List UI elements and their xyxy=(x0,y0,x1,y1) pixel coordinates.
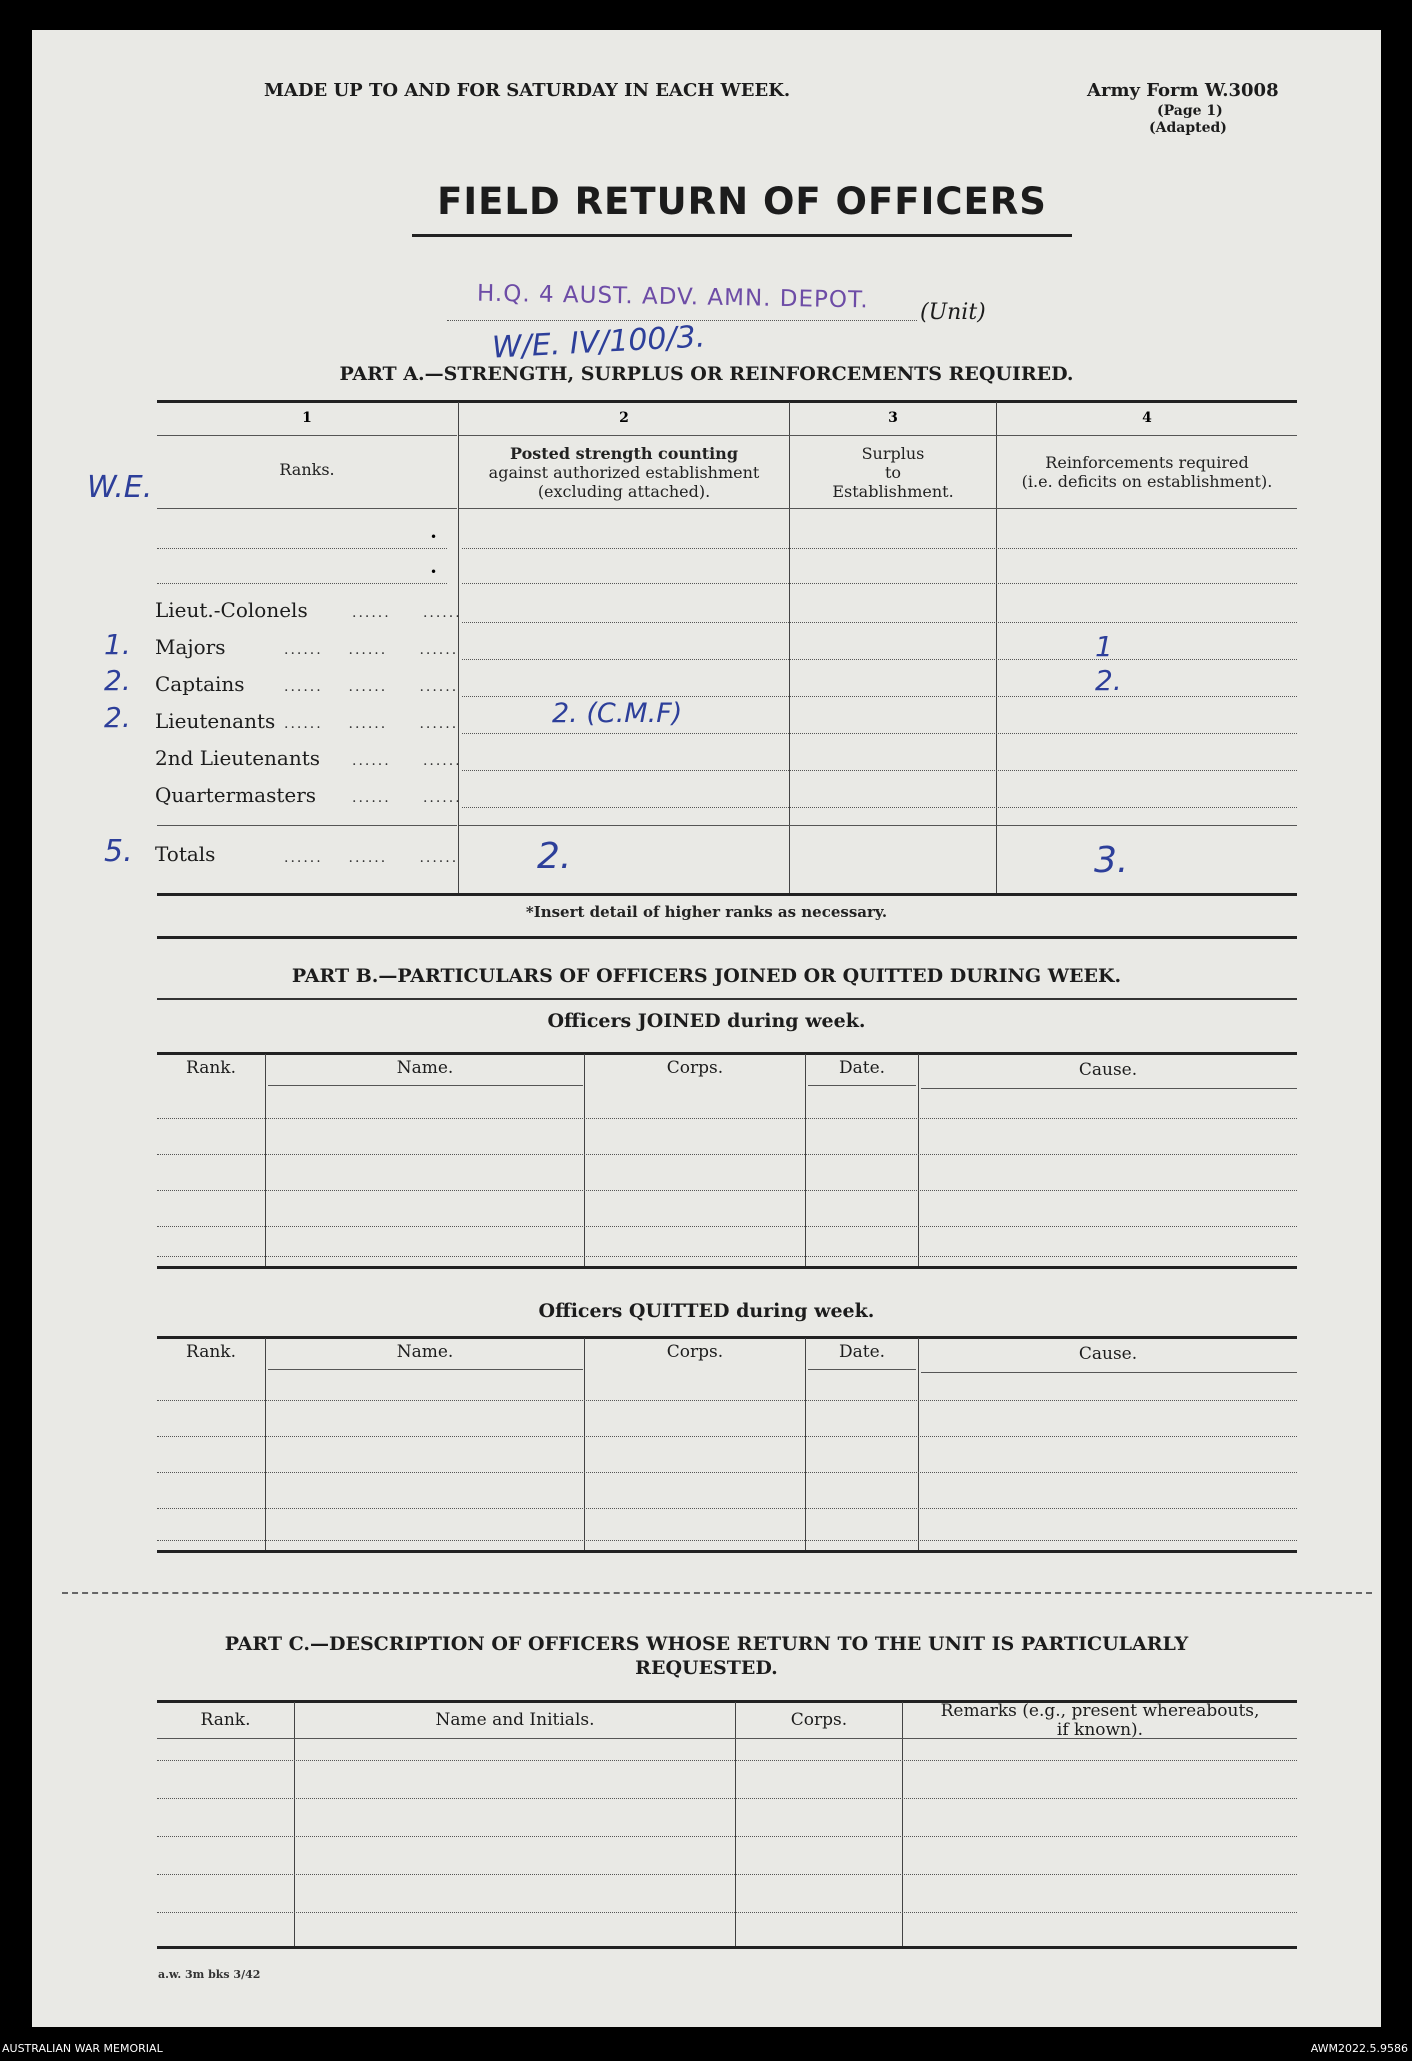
print-code: a.w. 3m bks 3/42 xyxy=(158,1968,261,1981)
col-reinforcements-header: Reinforcements required (i.e. deficits on establishment). xyxy=(1021,453,1273,491)
unit-label: (Unit) xyxy=(920,300,986,325)
archive-footer xyxy=(0,2038,1412,2061)
joined-row xyxy=(157,1118,1297,1119)
row-dotted-line xyxy=(462,622,1297,623)
header-rule xyxy=(459,508,1297,509)
quitted-row xyxy=(157,1472,1297,1473)
quitted-col-name: Name. xyxy=(396,1342,454,1362)
leader-dots: ...... ...... ...... xyxy=(284,642,459,658)
part-b-top-rule xyxy=(157,936,1297,939)
part-a-bottom-rule xyxy=(157,893,1297,896)
row-dotted-line xyxy=(462,733,1297,734)
page-number: (Page 1) xyxy=(1157,103,1223,119)
joined-col-divider xyxy=(918,1054,919,1266)
we-lieutenants: 2. xyxy=(104,701,131,734)
quitted-header-rule xyxy=(921,1372,1297,1373)
col-surplus-header: Surplus to Establishment. xyxy=(832,444,954,501)
joined-header-rule xyxy=(268,1085,583,1086)
part-c-bottom-rule xyxy=(157,1946,1297,1949)
rank-2nd-lieutenants: 2nd Lieutenants xyxy=(155,746,321,770)
row-dotted-line xyxy=(462,770,1297,771)
perforation-line xyxy=(62,1592,1372,1594)
footer-accession-number: AWM2022.5.9586 xyxy=(1310,2042,1408,2055)
col-number-1: 1 xyxy=(302,410,312,426)
quitted-col-corps: Corps. xyxy=(666,1342,724,1362)
part-c-heading: PART C.—DESCRIPTION OF OFFICERS WHOSE RETURN TO THE UNIT IS PARTICULARLY REQUESTED. xyxy=(224,1633,1189,1679)
part-a-footnote: *Insert detail of higher ranks as necessary. xyxy=(525,903,888,921)
we-margin-note: W.E. xyxy=(87,470,153,505)
we-totals: 5. xyxy=(104,834,133,869)
part-c-row xyxy=(157,1912,1297,1913)
reinf-majors: 1 xyxy=(1095,630,1113,663)
quitted-top-rule xyxy=(157,1336,1297,1339)
joined-title: Officers JOINED during week. xyxy=(547,1010,866,1032)
joined-col-rank: Rank. xyxy=(186,1058,236,1078)
col-ranks-header: Ranks. xyxy=(279,460,335,479)
leader-dots: ...... ...... ...... xyxy=(284,850,459,866)
part-c-row xyxy=(157,1836,1297,1837)
joined-row xyxy=(157,1154,1297,1155)
col-number-rule xyxy=(459,435,1297,436)
part-c-col-remarks: Remarks (e.g., present whereabouts, if known). xyxy=(940,1701,1260,1740)
joined-header-rule xyxy=(921,1088,1297,1089)
joined-col-name: Name. xyxy=(396,1058,454,1078)
joined-row xyxy=(157,1256,1297,1257)
joined-header-rule xyxy=(808,1085,916,1086)
quitted-row xyxy=(157,1540,1297,1541)
made-up-text: MADE UP TO AND FOR SATURDAY IN EACH WEEK. xyxy=(264,80,791,101)
leader-dots: ...... ...... ...... xyxy=(284,679,459,695)
joined-col-divider xyxy=(265,1054,266,1266)
rank-lieut-colonels: Lieut.-Colonels xyxy=(155,598,308,622)
quitted-col-divider xyxy=(584,1338,585,1550)
joined-col-cause: Cause. xyxy=(1078,1060,1138,1080)
header-rule xyxy=(157,508,457,509)
col-posted-header: Posted strength counting against authorized establishment (excluding attached). xyxy=(488,444,760,501)
part-c-header-rule xyxy=(157,1738,1297,1739)
quitted-col-divider xyxy=(918,1338,919,1550)
quitted-col-divider xyxy=(265,1338,266,1550)
rank-captains: Captains xyxy=(155,672,245,696)
part-a-top-rule xyxy=(157,400,1297,403)
joined-col-divider xyxy=(584,1054,585,1266)
col-number-3: 3 xyxy=(888,410,898,426)
page-title: FIELD RETURN OF OFFICERS xyxy=(437,180,1047,223)
form-number: Army Form W.3008 xyxy=(1087,80,1279,101)
row-dotted-line xyxy=(462,696,1297,697)
part-c-col-corps: Corps. xyxy=(790,1710,848,1730)
rank-majors: Majors xyxy=(155,635,226,659)
rank-lieutenants: Lieutenants xyxy=(155,709,276,733)
footer-institution: AUSTRALIAN WAR MEMORIAL xyxy=(2,2042,163,2055)
we-handwritten: W/E. IV/100/3. xyxy=(491,319,707,366)
reinf-captains: 2. xyxy=(1095,664,1122,697)
rank-quartermasters: Quartermasters xyxy=(155,783,317,807)
joined-col-date: Date. xyxy=(838,1058,886,1078)
totals-rule xyxy=(157,825,457,826)
asterisk-mark: • xyxy=(430,530,438,544)
unit-stamp: H.Q. 4 AUST. ADV. AMN. DEPOT. xyxy=(476,280,869,314)
leader-dots: ...... ...... ...... xyxy=(284,716,459,732)
adapted-label: (Adapted) xyxy=(1149,120,1227,136)
form-sheet xyxy=(32,30,1381,2027)
totals-rule xyxy=(459,825,1297,826)
posted-lieutenants: 2. (C.M.F) xyxy=(552,698,683,729)
we-captains: 2. xyxy=(104,664,131,697)
joined-bottom-rule xyxy=(157,1266,1297,1269)
part-c-col-name: Name and Initials. xyxy=(435,1710,595,1730)
joined-row xyxy=(157,1226,1297,1227)
part-b-heading-rule xyxy=(157,998,1297,1000)
quitted-col-cause: Cause. xyxy=(1078,1344,1138,1364)
posted-totals: 2. xyxy=(537,836,572,877)
quitted-title: Officers QUITTED during week. xyxy=(538,1300,875,1322)
row-dotted-line xyxy=(462,583,1297,584)
leader-dots: ...... ...... xyxy=(352,605,462,621)
joined-row xyxy=(157,1190,1297,1191)
leader-dots: ...... ...... xyxy=(352,753,462,769)
quitted-row xyxy=(157,1400,1297,1401)
blank-rank-row xyxy=(157,583,447,584)
part-a-heading: PART A.—STRENGTH, SURPLUS OR REINFORCEMENTS REQUIRED. xyxy=(339,363,1074,385)
quitted-col-divider xyxy=(805,1338,806,1550)
quitted-row xyxy=(157,1508,1297,1509)
leader-dots: ...... ...... xyxy=(352,790,462,806)
part-c-col-rank: Rank. xyxy=(200,1710,251,1730)
quitted-header-rule xyxy=(808,1369,916,1370)
col-number-rule xyxy=(157,435,457,436)
part-c-row xyxy=(157,1760,1297,1761)
asterisk-mark: • xyxy=(430,565,438,579)
row-dotted-line xyxy=(462,807,1297,808)
row-dotted-line xyxy=(462,548,1297,549)
part-c-row xyxy=(157,1874,1297,1875)
row-dotted-line xyxy=(462,659,1297,660)
totals-label: Totals xyxy=(155,842,216,866)
quitted-header-rule xyxy=(268,1369,583,1370)
quitted-bottom-rule xyxy=(157,1550,1297,1553)
part-c-row xyxy=(157,1798,1297,1799)
joined-col-divider xyxy=(805,1054,806,1266)
joined-col-corps: Corps. xyxy=(666,1058,724,1078)
joined-top-rule xyxy=(157,1052,1297,1055)
part-b-heading: PART B.—PARTICULARS OF OFFICERS JOINED OR QUITTED DURING WEEK. xyxy=(291,965,1122,987)
blank-rank-row xyxy=(157,548,447,549)
quitted-row xyxy=(157,1436,1297,1437)
we-majors: 1. xyxy=(104,628,131,661)
quitted-col-rank: Rank. xyxy=(186,1342,236,1362)
col-number-4: 4 xyxy=(1142,410,1152,426)
title-underline xyxy=(412,234,1072,237)
col-number-2: 2 xyxy=(619,410,629,426)
reinf-totals: 3. xyxy=(1094,840,1129,881)
quitted-col-date: Date. xyxy=(838,1342,886,1362)
